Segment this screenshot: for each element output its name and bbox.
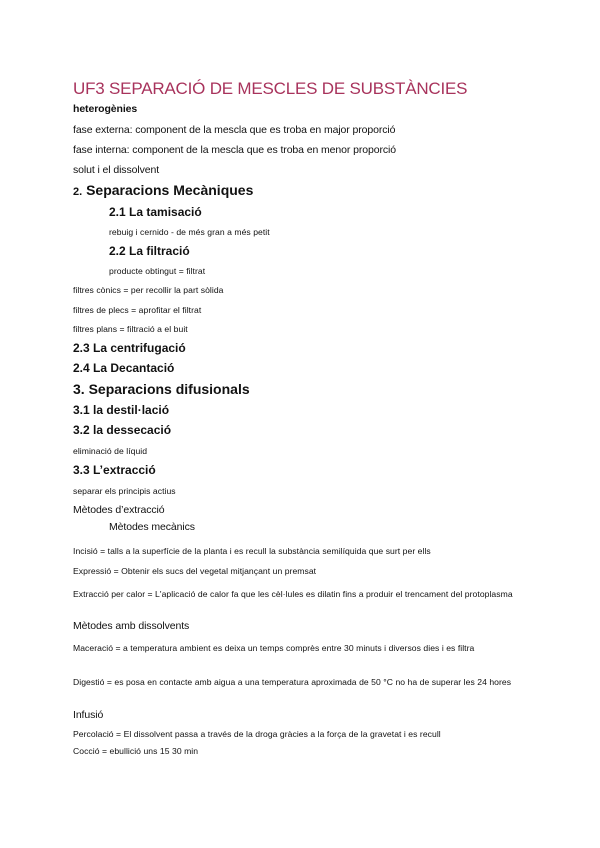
filtres-plecs-text: filtres de plecs = aprofitar el filtrat <box>73 305 202 315</box>
heading-decantacio: 2.4 La Decantació <box>73 361 175 375</box>
metodes-dissolvents-text: Mètodes amb dissolvents <box>73 620 190 632</box>
metodes-mecanics-text: Mètodes mecànics <box>109 521 195 533</box>
section-separacions-mecaniques <box>73 182 253 198</box>
expressio-text: Expressió = Obtenir els sucs del vegetal mitjançant un premsat <box>73 566 317 576</box>
coccio-text: Cocció = ebullició uns 15 30 min <box>73 746 199 756</box>
heading-dessecacio: 3.2 la dessecació <box>73 423 172 437</box>
heading-extraccio: 3.3 L’extracció <box>73 463 156 477</box>
fase-interna-text: fase interna: component de la mescla que es troba en menor proporció <box>73 144 396 156</box>
producte-text: producte obtingut = filtrat <box>109 266 206 276</box>
heterogenies-heading: heterogènies <box>73 103 138 115</box>
percolacio-text: Percolació = El dissolvent passa a través de la droga gràcies a la força de la gravetat i es recull <box>73 729 441 739</box>
section-separacions-difusionals: 3. Separacions difusionals <box>73 381 250 397</box>
heading-filtracio: 2.2 La filtració <box>109 244 190 258</box>
solut-text: solut i el dissolvent <box>73 164 160 176</box>
digestio-text: Digestió = es posa en contacte amb aigua a una temperatura aproximada de 50 °C no ha de superar les 24 hores <box>73 677 512 687</box>
page-title: UF3 SEPARACIÓ DE MESCLES DE SUBSTÀNCIES <box>73 79 468 98</box>
separar-text: separar els principis actius <box>73 486 176 496</box>
fase-externa-text: fase externa: component de la mescla que es troba en major proporció <box>73 124 396 136</box>
metodes-extraccio-text: Mètodes d’extracció <box>73 504 165 516</box>
infusio-text: Infusió <box>73 709 104 721</box>
maceracio-text: Maceració = a temperatura ambient es deixa un temps comprès entre 30 minuts i diversos dies i es filtra <box>73 643 475 653</box>
heading-destillacio: 3.1 la destil·lació <box>73 403 170 417</box>
eliminacio-text: eliminació de líquid <box>73 446 148 456</box>
heading-centrifugacio: 2.3 La centrifugació <box>73 341 186 355</box>
section-number: 2. <box>73 186 83 198</box>
extraccio-calor-text: Extracció per calor = L'aplicació de calor fa que les cèl·lules es dilatin fins a produir el trencament del protoplasma <box>73 589 513 599</box>
filtres-plans-text: filtres plans = filtració a el buit <box>73 324 188 334</box>
incisio-text: Incisió = talls a la superfície de la planta i es recull la substància semilíquida que surt per ells <box>73 546 431 556</box>
filtres-conics-text: filtres cònics = per recollir la part sòlida <box>73 285 224 295</box>
section-title: Separacions Mecàniques <box>82 182 254 198</box>
heading-tamisacio: 2.1 La tamisació <box>109 205 202 219</box>
rebuig-text: rebuig i cernido - de més gran a més petit <box>109 227 270 237</box>
